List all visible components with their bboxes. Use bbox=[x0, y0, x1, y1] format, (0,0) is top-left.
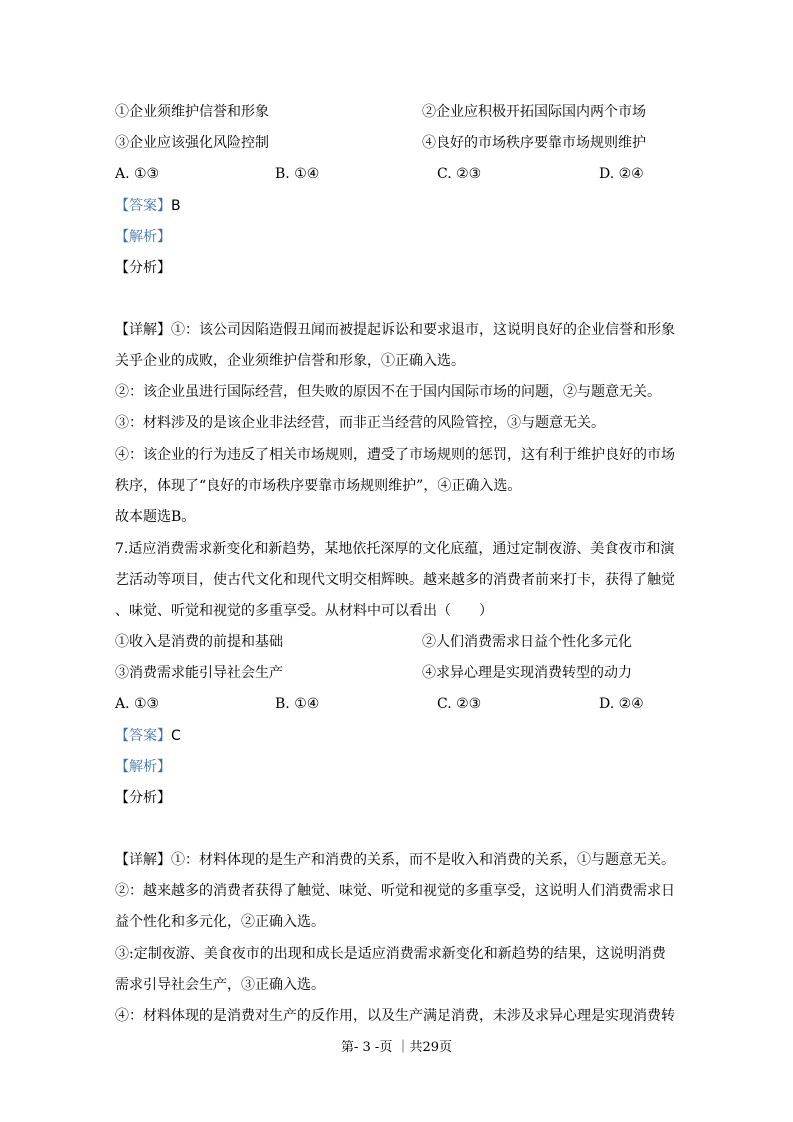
q7-stem-line: 、味觉、听觉和视觉的多重享受。从材料中可以看出（ ） bbox=[115, 603, 493, 619]
q6-detail-line: ②：该企业虽进行国际经营，但失败的原因不在于国内国际市场的问题，②与题意无关。 bbox=[115, 384, 661, 400]
q6-option-2: ②企业应积极开拓国际国内两个市场 bbox=[422, 104, 646, 120]
q6-option-1: ①企业须维护信誉和形象 bbox=[115, 104, 269, 120]
q7-detail-line: ③:定制夜游、美食夜市的出现和成长是适应消费需求新变化和新趋势的结果，这说明消费 bbox=[115, 946, 666, 962]
q6-choice-d: D. ②④ bbox=[599, 166, 644, 182]
q6-option-4: ④良好的市场秩序要靠市场规则维护 bbox=[422, 135, 646, 151]
answer-label: 【答案】 bbox=[115, 728, 171, 744]
q6-answer bbox=[115, 196, 181, 216]
q7-detail-line: 益个性化和多元化，②正确入选。 bbox=[115, 914, 325, 930]
q7-stem-line: 7.适应消费需求新变化和新趋势，某地依托深厚的文化底蕴，通过定制夜游、美食夜市和演 bbox=[115, 541, 675, 557]
q6-choice-b: B. ①④ bbox=[275, 166, 320, 182]
q7-option-3: ③消费需求能引导社会生产 bbox=[115, 665, 283, 681]
q7-detail-line: ④：材料体现的是消费对生产的反作用，以及生产满足消费，未涉及求异心理是实现消费转 bbox=[115, 1008, 675, 1024]
q6-detail-line: 关乎企业的成败，企业须维护信誉和形象，①正确入选。 bbox=[115, 353, 465, 369]
q7-detail-line: 需求引导社会生产，③正确入选。 bbox=[115, 977, 325, 993]
q6-detail-line: ④：该企业的行为违反了相关市场规则，遭受了市场规则的惩罚，这有利于维护良好的市场 bbox=[115, 447, 675, 463]
q7-choice-b: B. ①④ bbox=[275, 696, 320, 712]
answer-value: B bbox=[171, 198, 181, 214]
q7-detail-line: 【详解】①：材料体现的是生产和消费的关系，而不是收入和消费的关系，①与题意无关。 bbox=[115, 852, 675, 868]
q7-option-4: ④求异心理是实现消费转型的动力 bbox=[422, 665, 632, 681]
q6-detail-line: ③：材料涉及的是该企业非法经营，而非正当经营的风险管控，③与题意无关。 bbox=[115, 415, 605, 431]
q7-option-2: ②人们消费需求日益个性化多元化 bbox=[422, 634, 632, 650]
q6-jiexi-heading: 【解析】 bbox=[115, 229, 171, 245]
q6-option-3: ③企业应该强化风险控制 bbox=[115, 135, 269, 151]
q7-choice-c: C. ②③ bbox=[437, 696, 482, 712]
q7-option-1: ①收入是消费的前提和基础 bbox=[115, 634, 283, 650]
answer-label: 【答案】 bbox=[115, 198, 171, 214]
q7-fenxi-heading: 【分析】 bbox=[115, 790, 171, 806]
answer-value: C bbox=[171, 728, 181, 744]
page-footer: 第- 3 -页 ｜共29页 bbox=[341, 1040, 452, 1055]
q6-choice-c: C. ②③ bbox=[437, 166, 482, 182]
q6-fenxi-heading: 【分析】 bbox=[115, 260, 171, 276]
q6-choice-a: A. ①③ bbox=[115, 166, 160, 182]
q6-conclusion: 故本题选B。 bbox=[115, 509, 196, 525]
q7-answer bbox=[115, 726, 181, 746]
q6-detail-line: 【详解】①：该公司因陷造假丑闻而被提起诉讼和要求退市，这说明良好的企业信誉和形象 bbox=[115, 322, 675, 338]
q7-detail-line: ②：越来越多的消费者获得了触觉、味觉、听觉和视觉的多重享受，这说明人们消费需求日 bbox=[115, 883, 675, 899]
q7-jiexi-heading: 【解析】 bbox=[115, 759, 171, 775]
q7-choice-d: D. ②④ bbox=[599, 696, 644, 712]
q7-choice-a: A. ①③ bbox=[115, 696, 160, 712]
q7-stem-line: 艺活动等项目，使古代文化和现代文明交相辉映。越来越多的消费者前来打卡，获得了触觉 bbox=[115, 572, 675, 588]
q6-detail-line: 秩序，体现了“良好的市场秩序要靠市场规则维护”，④正确入选。 bbox=[115, 478, 522, 494]
